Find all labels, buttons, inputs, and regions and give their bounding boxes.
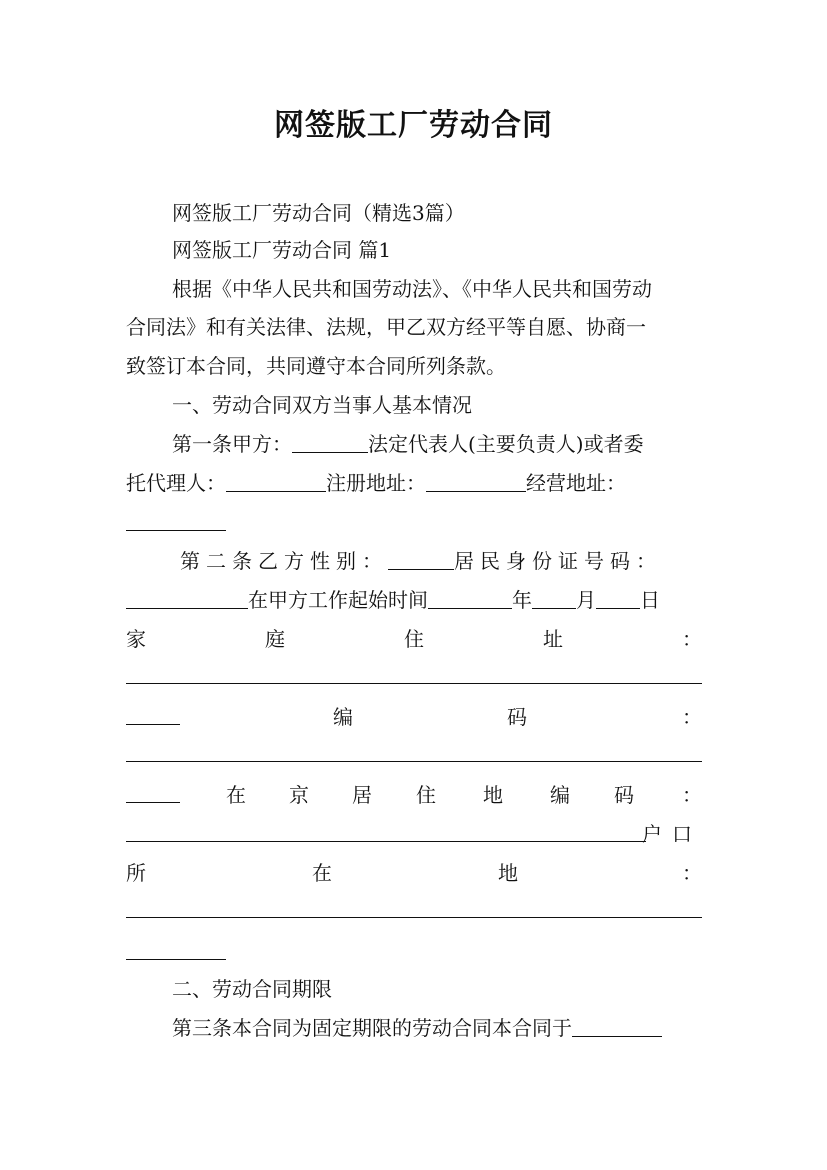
start-date-label: 在甲方工作起始时间	[248, 588, 428, 612]
gender-blank[interactable]	[388, 545, 454, 570]
hukou-location-blank[interactable]	[126, 917, 702, 918]
heading-term: 二、劳动合同期限	[172, 977, 332, 1001]
article-3-line-1	[172, 1011, 702, 1045]
biz-address-blank-line	[126, 505, 702, 539]
label-char: 庭	[265, 627, 285, 651]
bj-postcode-line	[126, 778, 702, 812]
label-char: 地	[483, 783, 503, 807]
document-title: 网签版工厂劳动合同	[274, 108, 553, 143]
bj-postcode-blank[interactable]	[126, 817, 646, 842]
label-char: ：	[682, 861, 702, 885]
subtitle: 网签版工厂劳动合同（精选3篇）	[172, 201, 465, 225]
party-a-blank[interactable]	[292, 428, 368, 453]
hukou-location-blank-end[interactable]	[126, 935, 226, 960]
biz-address-label: 经营地址：	[526, 471, 626, 495]
label-char: 地	[498, 861, 518, 885]
postcode-blank[interactable]	[126, 761, 702, 762]
label-char: 住	[404, 627, 424, 651]
article-1-label: 第一条甲方：	[172, 432, 292, 456]
postcode-blank-line	[126, 739, 702, 773]
label-char: ：	[682, 705, 702, 729]
label-char: 京	[289, 783, 309, 807]
label-char: 在	[312, 861, 332, 885]
year-blank[interactable]	[428, 584, 512, 609]
reg-address-label: 注册地址：	[326, 471, 426, 495]
hukou-label: 户口	[642, 822, 702, 846]
article-1-line-1	[172, 427, 702, 461]
label-char: 址	[543, 627, 563, 651]
hukou-location-blank-line	[126, 895, 702, 929]
intro-line-3: 致签订本合同，共同遵守本合同所列条款。	[126, 354, 506, 378]
label-char: 居	[352, 783, 372, 807]
heading-parties: 一、劳动合同双方当事人基本情况	[172, 393, 472, 417]
article-2-line-2	[126, 583, 702, 617]
intro-line-2: 合同法》和有关法律、法规，甲乙双方经平等自愿、协商一	[126, 315, 646, 339]
hukou-location-label-line	[126, 856, 702, 890]
article-3-text: 第三条本合同为固定期限的劳动合同本合同于	[172, 1016, 572, 1040]
article-1-line-2	[126, 466, 702, 500]
hukou-location-blank-end-line	[126, 934, 702, 968]
label-char: 码	[507, 705, 527, 729]
legal-rep-label: 法定代表人(主要负责人)或者委	[368, 432, 644, 456]
article-2-line-1	[180, 544, 702, 578]
postcode-line	[126, 700, 702, 734]
home-address-label-line	[126, 622, 702, 656]
label-char: 家	[126, 627, 146, 651]
home-address-blank-end[interactable]	[126, 700, 180, 725]
contract-start-blank[interactable]	[572, 1012, 662, 1037]
gender-label: 第二条乙方性别：	[180, 549, 388, 573]
id-number-blank[interactable]	[126, 584, 248, 609]
agent-label: 托代理人：	[126, 471, 226, 495]
id-number-label: 居民身份证号码：	[454, 549, 662, 573]
reg-address-blank[interactable]	[426, 467, 526, 492]
home-address-blank[interactable]	[126, 683, 702, 684]
day-blank[interactable]	[596, 584, 640, 609]
home-address-blank-line	[126, 661, 702, 695]
postcode-blank-end[interactable]	[126, 778, 180, 803]
biz-address-blank[interactable]	[126, 506, 226, 531]
hukou-line	[126, 817, 702, 851]
label-char: 编	[550, 783, 570, 807]
label-char: 编	[333, 705, 353, 729]
year-label: 年	[512, 588, 532, 612]
month-label: 月	[576, 588, 596, 612]
label-char: ：	[682, 627, 702, 651]
label-char: 码	[614, 783, 634, 807]
intro-line-1: 根据《中华人民共和国劳动法》、《中华人民共和国劳动	[172, 277, 652, 301]
section-heading: 网签版工厂劳动合同 篇1	[172, 238, 392, 262]
label-char: 在	[226, 783, 246, 807]
agent-blank[interactable]	[226, 467, 326, 492]
label-char: 所	[126, 861, 146, 885]
label-char: 住	[416, 783, 436, 807]
day-label: 日	[640, 588, 660, 612]
label-char: ：	[682, 783, 702, 807]
month-blank[interactable]	[532, 584, 576, 609]
